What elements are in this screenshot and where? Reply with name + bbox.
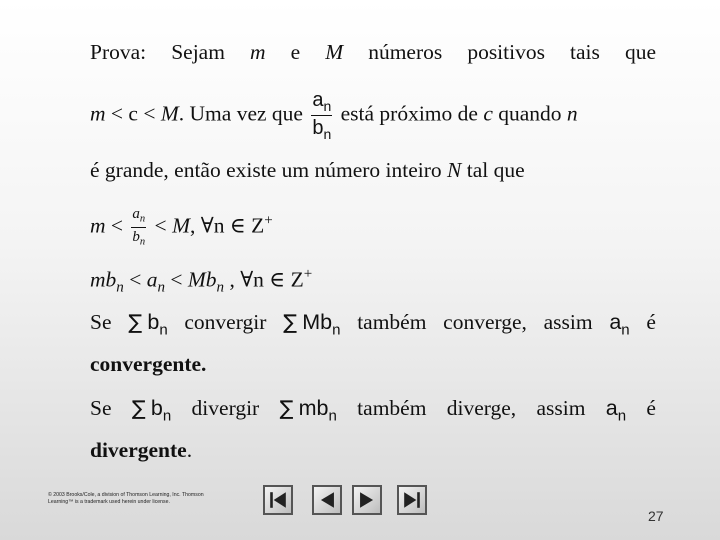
variable-b: b — [147, 310, 160, 334]
period: . — [186, 438, 193, 462]
quantifier: , ∀n ∈ Z — [189, 213, 265, 238]
text: quando — [492, 101, 567, 126]
variable-mb: mb — [298, 396, 329, 420]
product-inequality-line — [90, 266, 656, 297]
subscript: n — [216, 279, 225, 296]
superscript: + — [264, 212, 273, 229]
subscript: n — [139, 213, 146, 225]
subscript: n — [139, 236, 146, 248]
an — [609, 310, 629, 338]
conclusion-divergent — [90, 438, 656, 463]
period: . — [178, 101, 185, 126]
numerator: a — [312, 89, 324, 111]
variable-N: N — [447, 158, 462, 182]
word: positivos — [467, 40, 545, 64]
copyright-notice — [48, 492, 204, 506]
variable-a: a — [605, 396, 618, 420]
sum-bn — [132, 396, 171, 424]
subscript: n — [162, 407, 172, 425]
copyright-line: Learning™ is a trademark used herein under license. — [48, 499, 170, 505]
word: tais — [570, 40, 600, 64]
variable-Mb: Mb — [302, 310, 333, 334]
variable-a: a — [146, 267, 158, 292]
subscript: n — [332, 321, 341, 339]
word: Se — [90, 396, 112, 420]
statement-line — [90, 158, 656, 183]
less-than: < — [123, 267, 147, 292]
word: Prova: — [90, 40, 147, 64]
sigma-symbol: ∑ — [279, 396, 294, 420]
conclusion-convergent: convergente. — [90, 352, 207, 376]
variable-n: n — [566, 101, 578, 126]
text: Uma vez que — [184, 101, 309, 126]
sigma-symbol: ∑ — [131, 396, 146, 420]
first-slide-icon — [265, 487, 291, 513]
word: Sejam — [171, 40, 225, 64]
text: está próximo de — [340, 101, 484, 126]
variable-b: b — [150, 396, 163, 420]
variable-b: b — [205, 267, 217, 292]
less-than: < — [154, 213, 173, 238]
superscript: + — [303, 266, 313, 282]
less-than: < — [137, 101, 161, 126]
variable-c: c — [483, 101, 493, 126]
denominator: b — [312, 116, 324, 139]
word: converge, — [443, 310, 527, 334]
word: e — [290, 40, 301, 64]
word: divergente — [90, 438, 187, 462]
subscript: n — [116, 279, 124, 296]
subscript: n — [621, 321, 630, 339]
sigma-symbol: ∑ — [283, 310, 297, 334]
text: tal que — [461, 158, 525, 182]
less-than: < — [105, 213, 129, 238]
subscript: n — [159, 321, 168, 339]
inequality-line — [90, 90, 656, 141]
next-slide-button[interactable] — [352, 485, 382, 515]
variable-m: m — [90, 213, 106, 238]
variable-m: m — [90, 101, 106, 126]
fraction-an-bn — [131, 207, 146, 248]
denominator: b — [132, 229, 140, 246]
subscript: n — [323, 97, 332, 114]
variable-m: m — [250, 40, 266, 64]
sum-bn — [128, 310, 167, 338]
previous-slide-icon — [314, 487, 340, 513]
word: também — [357, 396, 427, 420]
subscript: n — [328, 407, 337, 425]
subscript: n — [323, 125, 332, 142]
word: assim — [536, 396, 586, 420]
proof-intro-line — [90, 40, 656, 65]
page-number: 27 — [648, 508, 664, 524]
sum-Mbn — [283, 310, 340, 338]
inequality-fraction-line — [90, 207, 656, 248]
variable-c: c — [128, 101, 138, 126]
variable-m: m — [90, 267, 106, 292]
word: divergir — [191, 396, 260, 420]
variable-b: b — [105, 267, 117, 292]
sigma-symbol: ∑ — [128, 310, 142, 334]
less-than: < — [164, 267, 188, 292]
variable-a: a — [609, 310, 622, 334]
next-slide-icon — [354, 487, 380, 513]
word: Se — [90, 310, 112, 334]
last-slide-button[interactable] — [397, 485, 427, 515]
copyright-line: © 2003 Brooks/Cole, a division of Thomson Learning, Inc. Thomson — [48, 492, 204, 498]
word: números — [368, 40, 443, 64]
variable-M: M — [172, 213, 190, 238]
last-slide-icon — [399, 487, 425, 513]
word: diverge, — [446, 396, 517, 420]
first-slide-button[interactable] — [263, 485, 293, 515]
word: convergir — [184, 310, 267, 334]
subscript: n — [157, 279, 165, 296]
text: é grande, então existe um número inteiro — [90, 158, 448, 182]
numerator: a — [132, 206, 140, 222]
quantifier: , ∀n ∈ Z — [224, 267, 304, 292]
word: também — [357, 310, 427, 334]
divergence-line — [90, 396, 656, 424]
variable-M: M — [325, 40, 344, 64]
fraction-an-bn — [311, 90, 332, 141]
an — [606, 396, 626, 424]
previous-slide-button[interactable] — [312, 485, 342, 515]
word: é — [646, 310, 656, 334]
convergence-line — [90, 310, 656, 338]
less-than: < — [105, 101, 129, 126]
variable-M: M — [187, 267, 206, 292]
variable-M: M — [160, 101, 179, 126]
sum-mbn — [280, 396, 337, 424]
subscript: n — [617, 407, 627, 425]
word: que — [624, 40, 656, 64]
word: é — [646, 396, 656, 420]
word: assim — [543, 310, 593, 334]
